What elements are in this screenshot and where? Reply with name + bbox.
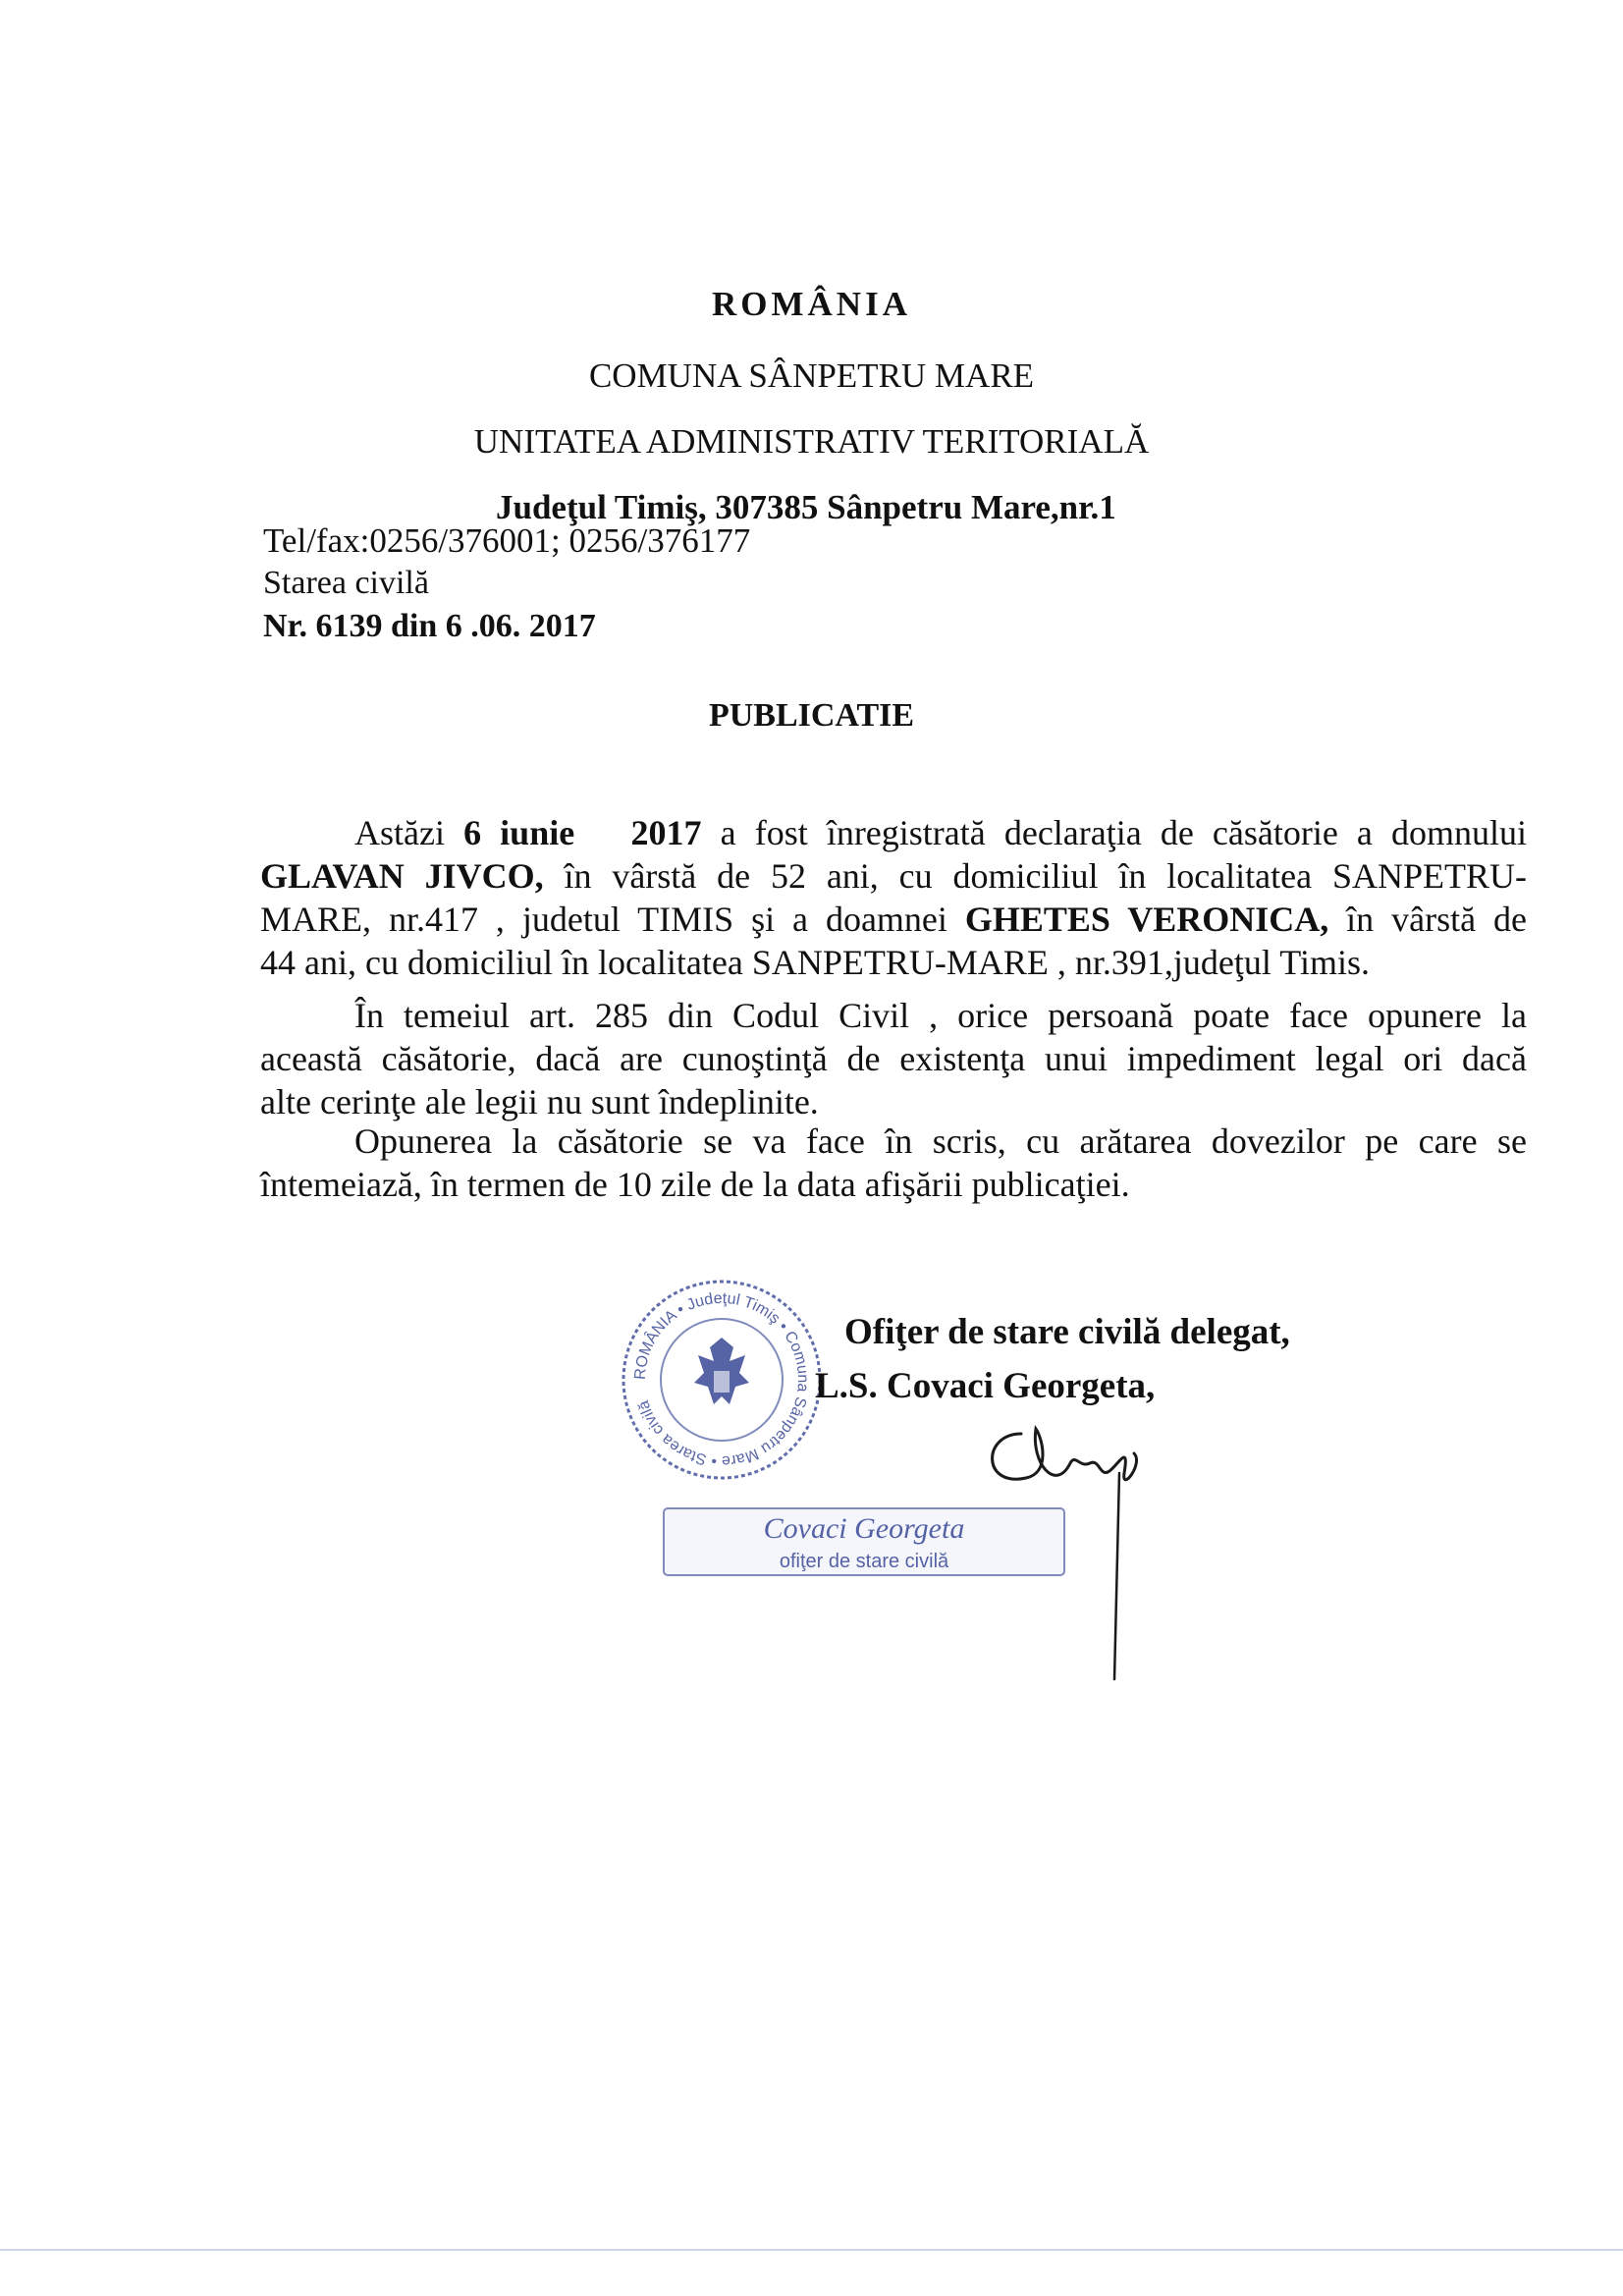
paragraph-line: această căsătorie, dacă are cunoştinţă de existenţa unui impediment legal ori dacă [260,1039,1527,1078]
paragraph-line: Opunerea la căsătorie se va face în scris, cu arătarea dovezilor pe care se [354,1121,1527,1161]
bride-name: GHETES VERONICA, [964,900,1329,939]
paragraph-line: 44 ani, cu domiciliul în localitatea SANPETRU-MARE , nr.391,judeţul Timis. [260,943,1370,982]
paragraph-line: MARE, nr.417 , judetul TIMIS şi a doamnei GHETES VERONICA, în vârstă de [260,900,1528,939]
paragraph-line: GLAVAN JIVCO, în vârstă de 52 ani, cu domiciliul în localitatea SANPETRU- [260,856,1527,896]
commune-heading: COMUNA SÂNPETRU MARE [588,356,1035,395]
admin-unit-heading: UNITATEA ADMINISTRATIV TERITORIALĂ [473,422,1150,461]
signatory-role: Ofiţer de stare civilă delegat, [844,1312,1290,1352]
declaration-year: 2017 [630,813,702,852]
paragraph-line: În temeiul art. 285 din Codul Civil , orice persoană poate face opunere la [354,996,1527,1035]
stamp-name-text: Covaci Georgeta [763,1512,965,1545]
registration-number: Nr. 6139 din 6 .06. 2017 [263,608,596,644]
round-seal [619,1277,825,1483]
signatory-name: L.S. Covaci Georgeta, [815,1366,1156,1406]
paragraph-line: alte cerinţe ale legii nu sunt îndeplinite. [260,1082,819,1121]
paragraph-opposition [260,1120,1527,1206]
paragraph-line: întemeiază, în termen de 10 zile de la data afişării publicaţiei. [260,1165,1130,1204]
paragraph-line: Astăzi 6 iunie 2017 a fost înregistrată declaraţia de căsătorie a domnului [354,813,1528,852]
paragraph-legal-basis [260,994,1527,1123]
coat-of-arms-icon [694,1338,749,1404]
paragraph-declaration [260,811,1527,984]
stamp-role-text: ofiţer de stare civilă [779,1551,949,1572]
name-stamp [658,1503,1070,1581]
address-line: Judeţul Timiş, 307385 Sânpetru Mare,nr.1 [496,488,1116,526]
declaration-day: 6 iunie [463,813,575,852]
groom-name: GLAVAN JIVCO, [260,856,544,896]
bottom-scan-line [0,2249,1623,2251]
seal-ring-text: ROMÂNIA • Judeţul Timiş • Comuna Sânpetru Mare • Starea civilă [631,1289,812,1470]
seal-graphic [619,1277,825,1483]
country-heading: ROMÂNIA [712,285,911,323]
phone-line: Tel/fax:0256/376001; 0256/376177 [263,521,751,560]
document-title: PUBLICATIE [708,697,915,734]
department-line: Starea civilă [263,565,429,601]
